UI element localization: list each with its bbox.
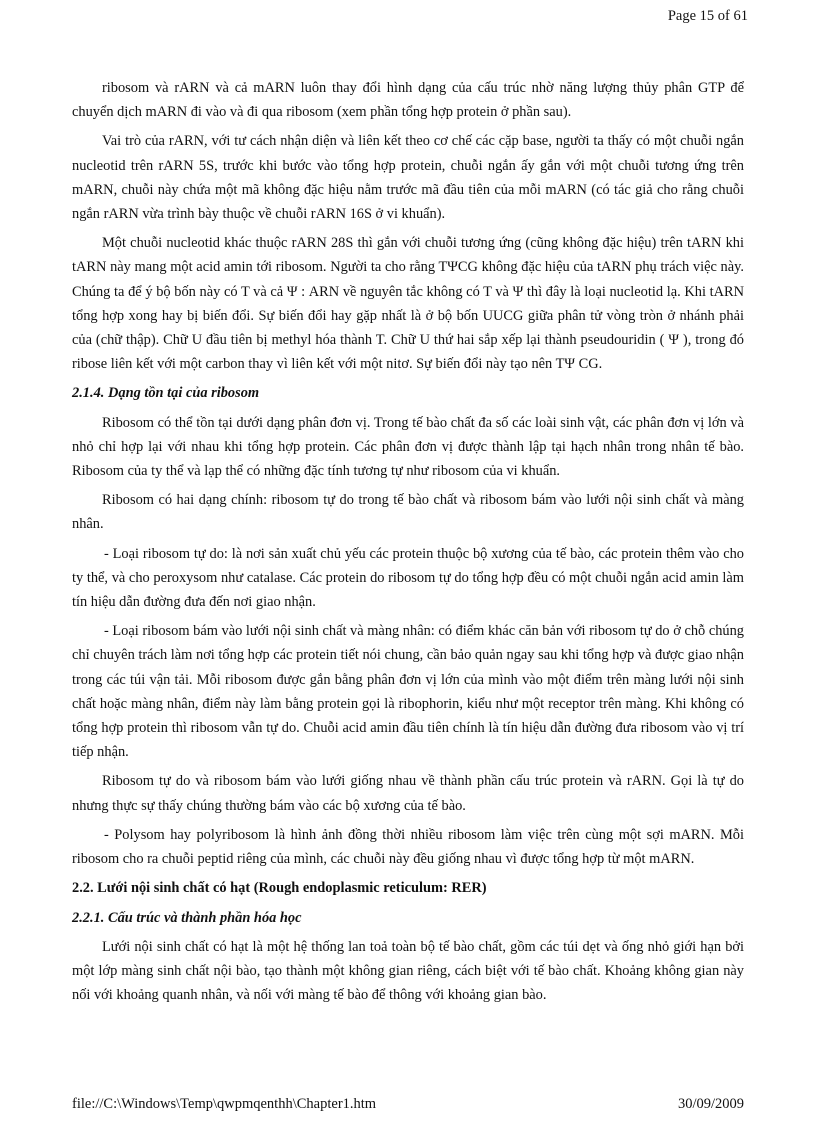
paragraph: ribosom và rARN và cả mARN luôn thay đổi hình dạng của cấu trúc nhờ năng lượng thủy phân GTP để chuyển dịch mARN đi vào và đi qua ribosom (xem phần tổng hợp protein ở phần sau).: [72, 80, 744, 121]
paragraph: Một chuỗi nucleotid khác thuộc rARN 28S thì gắn với chuỗi tương ứng (cũng không đặc hiệu) trên tARN khi tARN này mang một acid amin tới ribosom. Người ta cho rằng TΨCG không đặc hiệu của tARN phụ trách việc này. Chúng ta để ý bộ bốn này có T và cả Ψ : ARN về nguyên tắc không có T và Ψ thì đây là loại nucleotid lạ. Khi tARN tổng hợp xong hay bị biến đổi. Sự biến đổi hay gặp nhất là ở bộ bốn UUCG giữa phân tử vòng tròn ở nhánh phải của (chữ thập). Chữ U đầu tiên bị methyl hóa thành T. Chữ U thứ hai sắp xếp lại thành pseudouridin ( Ψ ), trong đó ribose liên kết với một carbon thay vì liên kết với một nitơ. Sự biến đổi này tạo nên TΨ CG.: [72, 235, 744, 373]
paragraph: Ribosom có thể tồn tại dưới dạng phân đơn vị. Trong tế bào chất đa số các loài sinh vật, các phân đơn vị lớn và nhỏ chỉ hợp lại với nhau khi tổng hợp protein. Các phân đơn vị được thành lập tại hạch nhân trong nhân tế bào. Ribosom của ty thể và lạp thể có những đặc tính tương tự như ribosom của vi khuẩn.: [72, 414, 744, 480]
page-number: Page 15 of 61: [667, 8, 748, 24]
section-heading-2-2: 2.2. Lưới nội sinh chất có hạt (Rough endoplasmic reticulum: RER): [72, 880, 487, 897]
list-item: - Polysom hay polyribosom là hình ảnh đồng thời nhiều ribosom làm việc trên cùng một sợi mARN. Mỗi ribosom cho ra chuỗi peptid riêng của mình, các chuỗi này đều giống nhau vì được tổng hợp từ một mARN.: [72, 826, 744, 868]
list-item: - Loại ribosom bám vào lưới nội sinh chất và màng nhân: có điểm khác căn bản với ribosom tự do ở chỗ chúng chỉ chuyên trách làm nơi tổng hợp các protein tiết nói chung, cần bảo quản ngay sau khi tổng hợp và được giao nhận trong các túi vận tải. Mỗi ribosom được gắn bằng phân đơn vị lớn của mình vào một điểm trên màng lưới nội sinh chất hoặc màng nhân, điểm này làm bằng protein gọi là ribophorin, kiểu như một receptor trên màng. Khi không có tổng hợp protein thì ribosom vẫn tự do. Chuỗi acid amin đầu tiên chính là tín hiệu dẫn đường đưa ribosom vào vị trí tiếp nhận.: [72, 623, 744, 761]
footer-file-path: file://C:\Windows\Temp\qwpmqenthh\Chapter1.htm: [72, 1096, 377, 1112]
paragraph: Ribosom tự do và ribosom bám vào lưới giống nhau về thành phần cấu trúc protein và rARN. Gọi là tự do nhưng thực sự thấy chúng thường bám vào các bộ xương của tế bào.: [72, 773, 744, 814]
footer-date: 30/09/2009: [677, 1096, 744, 1112]
document-body: [72, 76, 744, 1012]
paragraph: Lưới nội sinh chất có hạt là một hệ thống lan toả toàn bộ tế bào chất, gồm các túi dẹt và ống nhỏ giới hạn bởi một lớp màng sinh chất nội bào, tạo thành một không gian riêng, cách biệt với tế bào chất. Khoảng không gian này nối với khoảng quanh nhân, và nối với màng tế bào để thông với khoảng gian bào.: [72, 938, 744, 1004]
paragraph: Vai trò của rARN, với tư cách nhận diện và liên kết theo cơ chế các cặp base, người ta thấy có một chuỗi ngắn nucleotid trên rARN 5S, trước khi bước vào tổng hợp protein, chuỗi ngắn ấy gắn với một chuỗi tương ứng trên mARN, chuỗi này chứa một mã không đặc hiệu nằm trước mã đầu tiên của mỗi mARN (có tác giả cho rằng chuỗi ngắn rARN vừa trình bày thuộc về chuỗi rARN 16S ở vi khuẩn).: [72, 133, 744, 223]
paragraph: Ribosom có hai dạng chính: ribosom tự do trong tế bào chất và ribosom bám vào lưới nội sinh chất và màng nhân.: [72, 492, 744, 533]
section-heading-2-1-4: 2.1.4. Dạng tồn tại của ribosom: [72, 385, 260, 402]
list-item: - Loại ribosom tự do: là nơi sản xuất chủ yếu các protein thuộc bộ xương của tế bào, các protein thêm vào cho ty thể, và cho peroxysom như catalase. Các protein do ribosom tự do tổng hợp đều có một chuỗi ngắn acid amin làm tín hiệu dẫn đường đưa đến nơi giao nhận.: [72, 545, 744, 611]
section-heading-2-2-1: 2.2.1. Cấu trúc và thành phần hóa học: [72, 909, 302, 926]
